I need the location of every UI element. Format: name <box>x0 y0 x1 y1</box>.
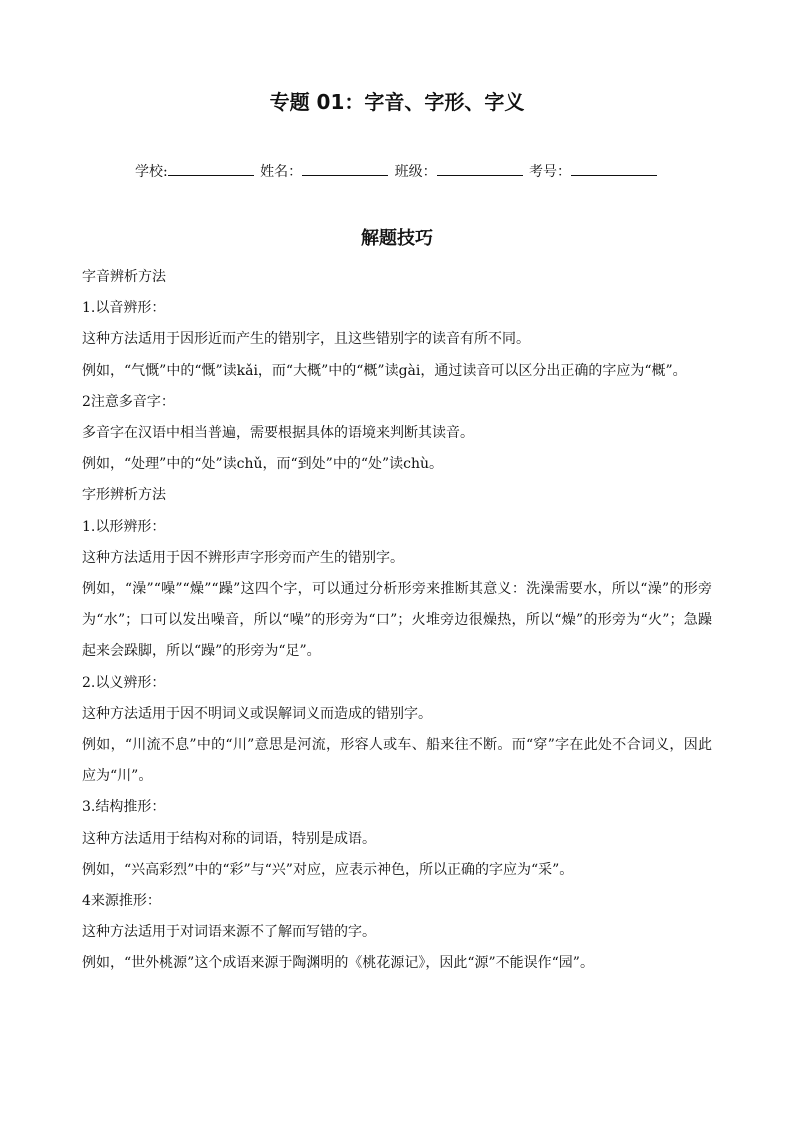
method-example: 例如，“兴高彩烈”中的“彩”与“兴”对应，应表示神色，所以正确的字应为“采”。 <box>82 861 574 878</box>
section-heading: 解题技巧 <box>361 228 433 249</box>
method-description: 这种方法适用于结构对称的词语，特别是成语。 <box>82 830 376 847</box>
method-description: 多音字在汉语中相当普遍，需要根据具体的语境来判断其读音。 <box>82 425 474 442</box>
method-description: 这种方法适用于因不明词义或误解词义而造成的错别字。 <box>82 705 432 722</box>
method-heading: 2注意多音字： <box>82 393 175 410</box>
exam-number-field <box>529 159 659 183</box>
method-heading: 1.以形辨形： <box>82 518 166 535</box>
subsection-heading-glyph: 字形辨析方法 <box>82 487 166 504</box>
method-description: 这种方法适用于因形近而产生的错别字，且这些错别字的读音有所不同。 <box>82 331 530 348</box>
exam-number-label: 考号： <box>529 164 572 180</box>
method-example: 例如，“气慨”中的“慨”读kǎi，而“大概”中的“概”读gài，通过读音可以区分出正确的字应为“概”。 <box>82 362 687 379</box>
name-field <box>260 159 390 183</box>
class-blank <box>437 159 523 176</box>
method-description: 这种方法适用于因不辨形声字形旁而产生的错别字。 <box>82 549 404 566</box>
subsection-heading-pronunciation: 字音辨析方法 <box>82 269 166 285</box>
name-label: 姓名： <box>260 164 303 180</box>
class-field <box>395 159 525 183</box>
method-heading: 2.以义辨形： <box>82 674 166 691</box>
school-blank <box>168 159 254 176</box>
class-label: 班级： <box>394 164 437 180</box>
method-example: 例如，“世外桃源”这个成语来源于陶渊明的《桃花源记》，因此“源”不能误作“园”。 <box>82 955 594 972</box>
method-example: 例如，“处理”中的“处”读chǔ，而“到处”中的“处”读chù。 <box>82 456 444 473</box>
method-heading: 4来源推形： <box>82 893 161 910</box>
method-description: 这种方法适用于对词语来源不了解而写错的字。 <box>82 924 376 941</box>
body-content <box>82 262 712 980</box>
school-label: 学校: <box>134 164 168 180</box>
method-heading: 3.结构推形： <box>82 799 166 816</box>
name-blank <box>302 159 388 176</box>
method-example: 例如，“川流不息”中的“川”意思是河流，形容人或车、船来往不断。而“穿”字在此处不合词义，因此应为“川”。 <box>82 737 712 785</box>
page-title: 专题 01：字音、字形、字义 <box>269 90 525 114</box>
method-example: 例如，“澡”“噪”“燥”“躁”这四个字，可以通过分析形旁来推断其意义：洗澡需要水，所以“澡”的形旁为“水”；口可以发出噪音，所以“噪”的形旁为“口”；火堆旁边很燥热，所以“燥”的形旁为“火”；急躁起来会跺脚，所以“躁”的形旁为“足”。 <box>82 581 712 660</box>
school-field <box>135 159 256 183</box>
method-heading: 1.以音辨形： <box>82 300 166 317</box>
student-info-line <box>0 159 794 183</box>
exam-number-blank <box>571 159 657 176</box>
